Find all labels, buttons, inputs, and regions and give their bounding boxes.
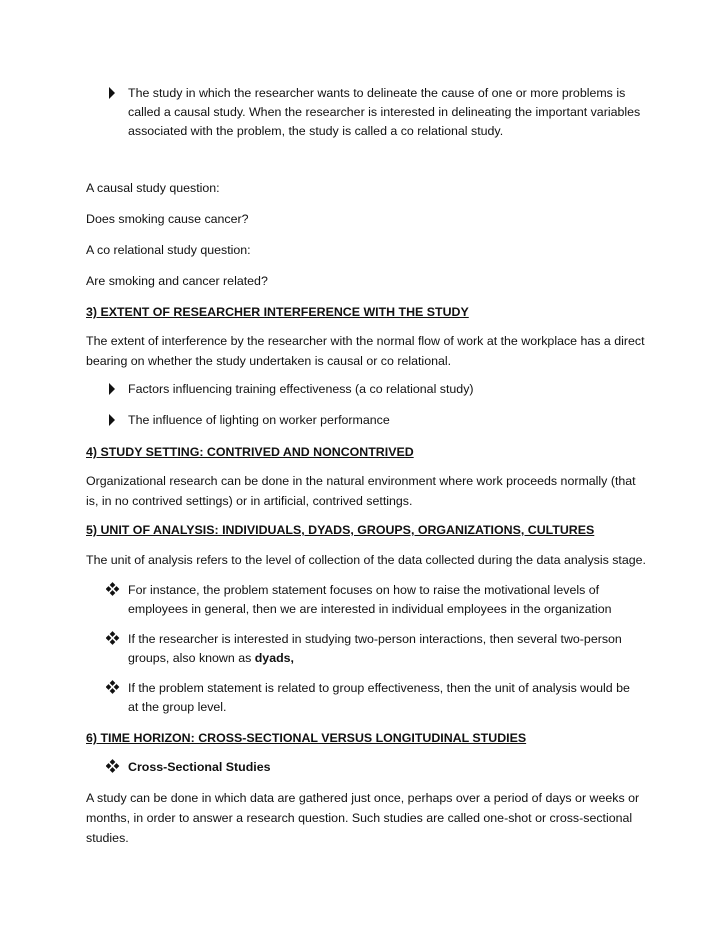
section-4-body: Organizational research can be done in the natural environment where work proceeds normally (that is, in no contrived settings) or in artificial, contrived settings. [86,474,636,508]
section-5-bullet-2-text [128,630,642,668]
section-5-heading: 5) UNIT OF ANALYSIS: INDIVIDUALS, DYADS, GROUPS, ORGANIZATIONS, CULTURES [86,523,595,537]
corelational-question: Are smoking and cancer related? [86,274,268,288]
section-5-bullet-3-text: If the problem statement is related to group effectiveness, then the unit of analysis would be at the group level. [128,681,630,714]
dyads-term: dyads, [254,651,294,665]
section-6-body: A study can be done in which data are gathered just once, perhaps over a period of days or weeks or months, in order to answer a research question. Such studies are called one-shot or cross-sectional studies. [86,791,640,845]
diamond-bullet-icon [106,581,120,599]
triangle-bullet-icon [106,411,120,429]
corelational-question-label: A co relational study question: [86,243,251,257]
section-3-body: The extent of interference by the researcher with the normal flow of work at the workplace has a direct bearing on whether the study undertaken is causal or co relational. [86,334,645,368]
section-5-bullet-1-text: For instance, the problem statement focuses on how to raise the motivational levels of employees in general, then we are interested in individual employees in the organization [128,583,612,616]
diamond-bullet-icon [106,679,120,697]
causal-question: Does smoking cause cancer? [86,212,249,226]
section-4-heading: 4) STUDY SETTING: CONTRIVED AND NONCONTRIVED [86,445,414,459]
section-3-heading: 3) EXTENT OF RESEARCHER INTERFERENCE WITH THE STUDY [86,305,469,319]
causal-question-label: A causal study question: [86,181,220,195]
section-3-bullet-2-text: The influence of lighting on worker performance [128,413,390,427]
intro-bullet-text: The study in which the researcher wants to delineate the cause of one or more problems is called a causal study. When the researcher is interested in delineating the important variables associated with the problem, the study is called a co relational study. [128,86,641,138]
triangle-bullet-icon [106,84,120,102]
triangle-bullet-icon [106,380,120,398]
diamond-bullet-icon [106,758,120,776]
section-5-body: The unit of analysis refers to the level of collection of the data collected during the data analysis stage. [86,553,646,567]
diamond-bullet-icon [106,630,120,648]
section-6-bullet-text: Cross-Sectional Studies [128,760,271,774]
section-6-heading: 6) TIME HORIZON: CROSS-SECTIONAL VERSUS LONGITUDINAL STUDIES [86,731,527,745]
section-5-bullet-2-plain: If the researcher is interested in studying two-person interactions, then several two-person groups, also known as [128,632,622,665]
section-3-bullet-1-text: Factors influencing training effectiveness (a co relational study) [128,382,474,396]
